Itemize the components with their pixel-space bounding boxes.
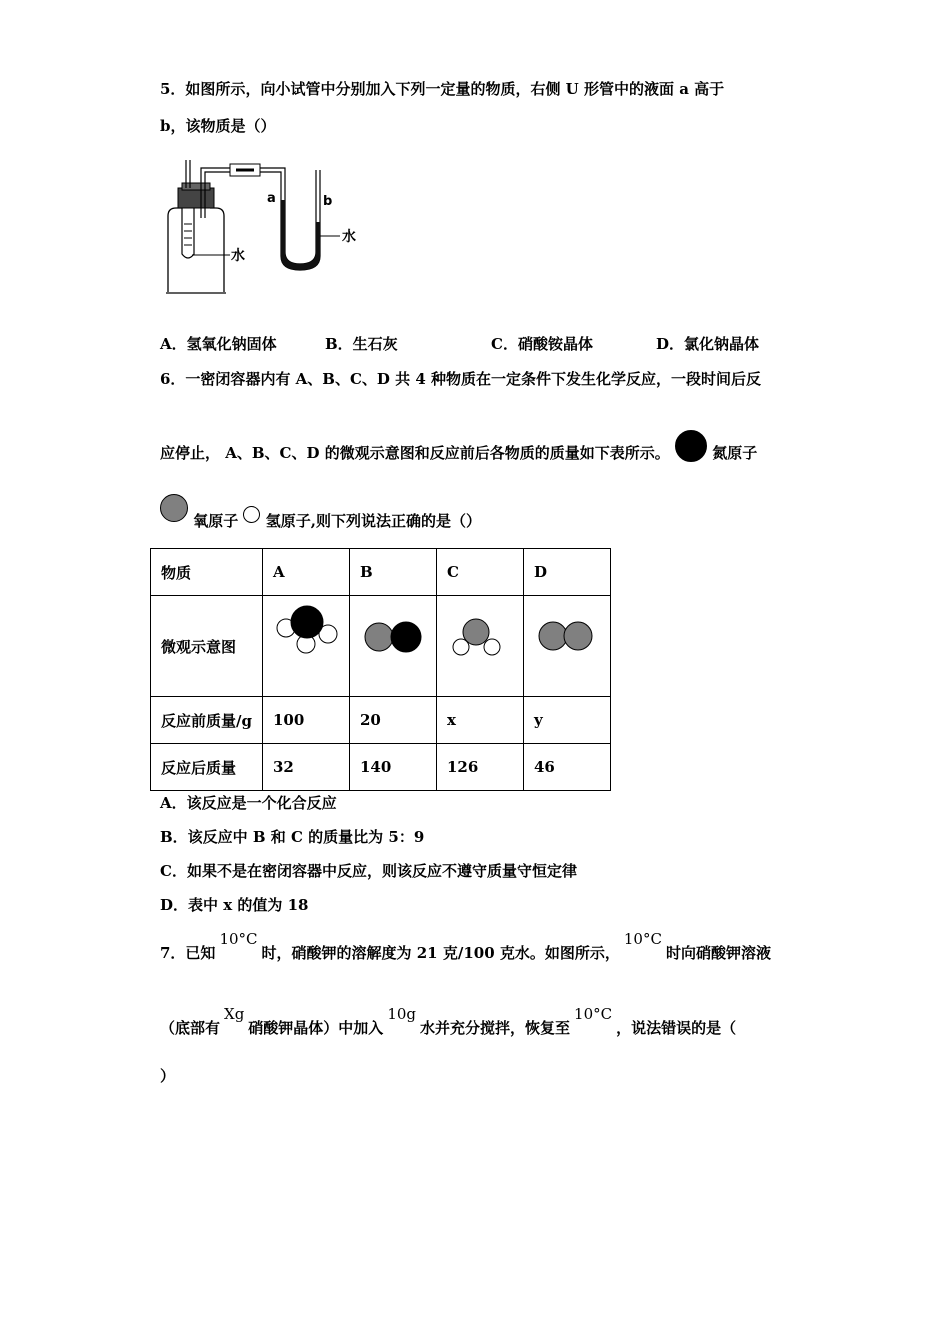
hydrogen-atom-icon — [243, 506, 260, 523]
q6-option-a[interactable]: A．该反应是一个化合反应 — [160, 794, 337, 812]
molecule-a-icon — [263, 596, 349, 692]
q5-option-b[interactable]: B．生石灰 — [325, 335, 398, 353]
q5-option-a[interactable]: A．氢氧化钠固体 — [160, 335, 277, 353]
molecule-b-icon — [350, 596, 436, 692]
q7-stem-line1: 7．已知10°C时，硝酸钾的溶解度为 21 克/100 克水。如图所示，10°C时向硝酸钾溶液 — [160, 930, 771, 962]
q7-stem-line3: ） — [160, 1067, 176, 1085]
molecule-d-icon — [524, 596, 610, 692]
legend-nitrogen: 氮原子 — [712, 444, 758, 462]
q5-stem-line1: 5．如图所示，向小试管中分别加入下列一定量的物质，右侧 U 形管中的液面 a 高于 — [160, 80, 725, 98]
label-b: b — [323, 194, 333, 209]
nitrogen-atom-icon — [675, 430, 707, 462]
table-row-header: 物质 A B C D — [151, 549, 611, 596]
q6-stem-line2: 应停止， A、B、C、D 的微观示意图和反应前后各物质的质量如下表所示。 氮原子 — [160, 430, 757, 463]
q5-apparatus-figure — [160, 152, 380, 302]
label-a: a — [267, 191, 276, 206]
legend-oxygen: 氧原子 — [193, 512, 239, 530]
temp-10c-2: 10°C — [623, 930, 662, 948]
label-water-right: 水 — [342, 229, 356, 245]
temp-10c-3: 10°C — [574, 1005, 613, 1023]
temp-10c-1: 10°C — [219, 930, 258, 948]
table-row-before: 反应前质量/g 100 20 x y — [151, 697, 611, 744]
legend-hydrogen: 氢原子,则下列说法正确的是（） — [265, 512, 481, 530]
q6-stem-line3 — [160, 494, 481, 531]
q6-stem-line1: 6．一密闭容器内有 A、B、C、D 共 4 种物质在一定条件下发生化学反应，一段时间后反 — [160, 370, 762, 388]
table-row-diagram: 微观示意图 — [151, 596, 611, 697]
label-water-left: 水 — [231, 248, 245, 264]
q7-stem-line2: （底部有Xg硝酸钾晶体）中加入10g水并充分搅拌，恢复至10°C，说法错误的是（ — [160, 1005, 737, 1037]
q5-option-d[interactable]: D．氯化钠晶体 — [656, 335, 760, 353]
q5-stem-line2: b，该物质是（） — [160, 117, 276, 135]
q6-option-c[interactable]: C．如果不是在密闭容器中反应，则该反应不遵守质量守恒定律 — [160, 862, 577, 880]
molecule-c-icon — [437, 596, 523, 692]
mass-xg: Xg — [224, 1005, 245, 1023]
q6-option-b[interactable]: B．该反应中 B 和 C 的质量比为 5：9 — [160, 828, 425, 846]
mass-table — [150, 548, 611, 791]
oxygen-atom-icon — [160, 494, 188, 522]
table-row-after: 反应后质量 32 140 126 46 — [151, 744, 611, 791]
mass-10g: 10g — [387, 1005, 417, 1023]
q6-option-d[interactable]: D．表中 x 的值为 18 — [160, 896, 309, 914]
q5-option-c[interactable]: C．硝酸铵晶体 — [491, 335, 593, 353]
